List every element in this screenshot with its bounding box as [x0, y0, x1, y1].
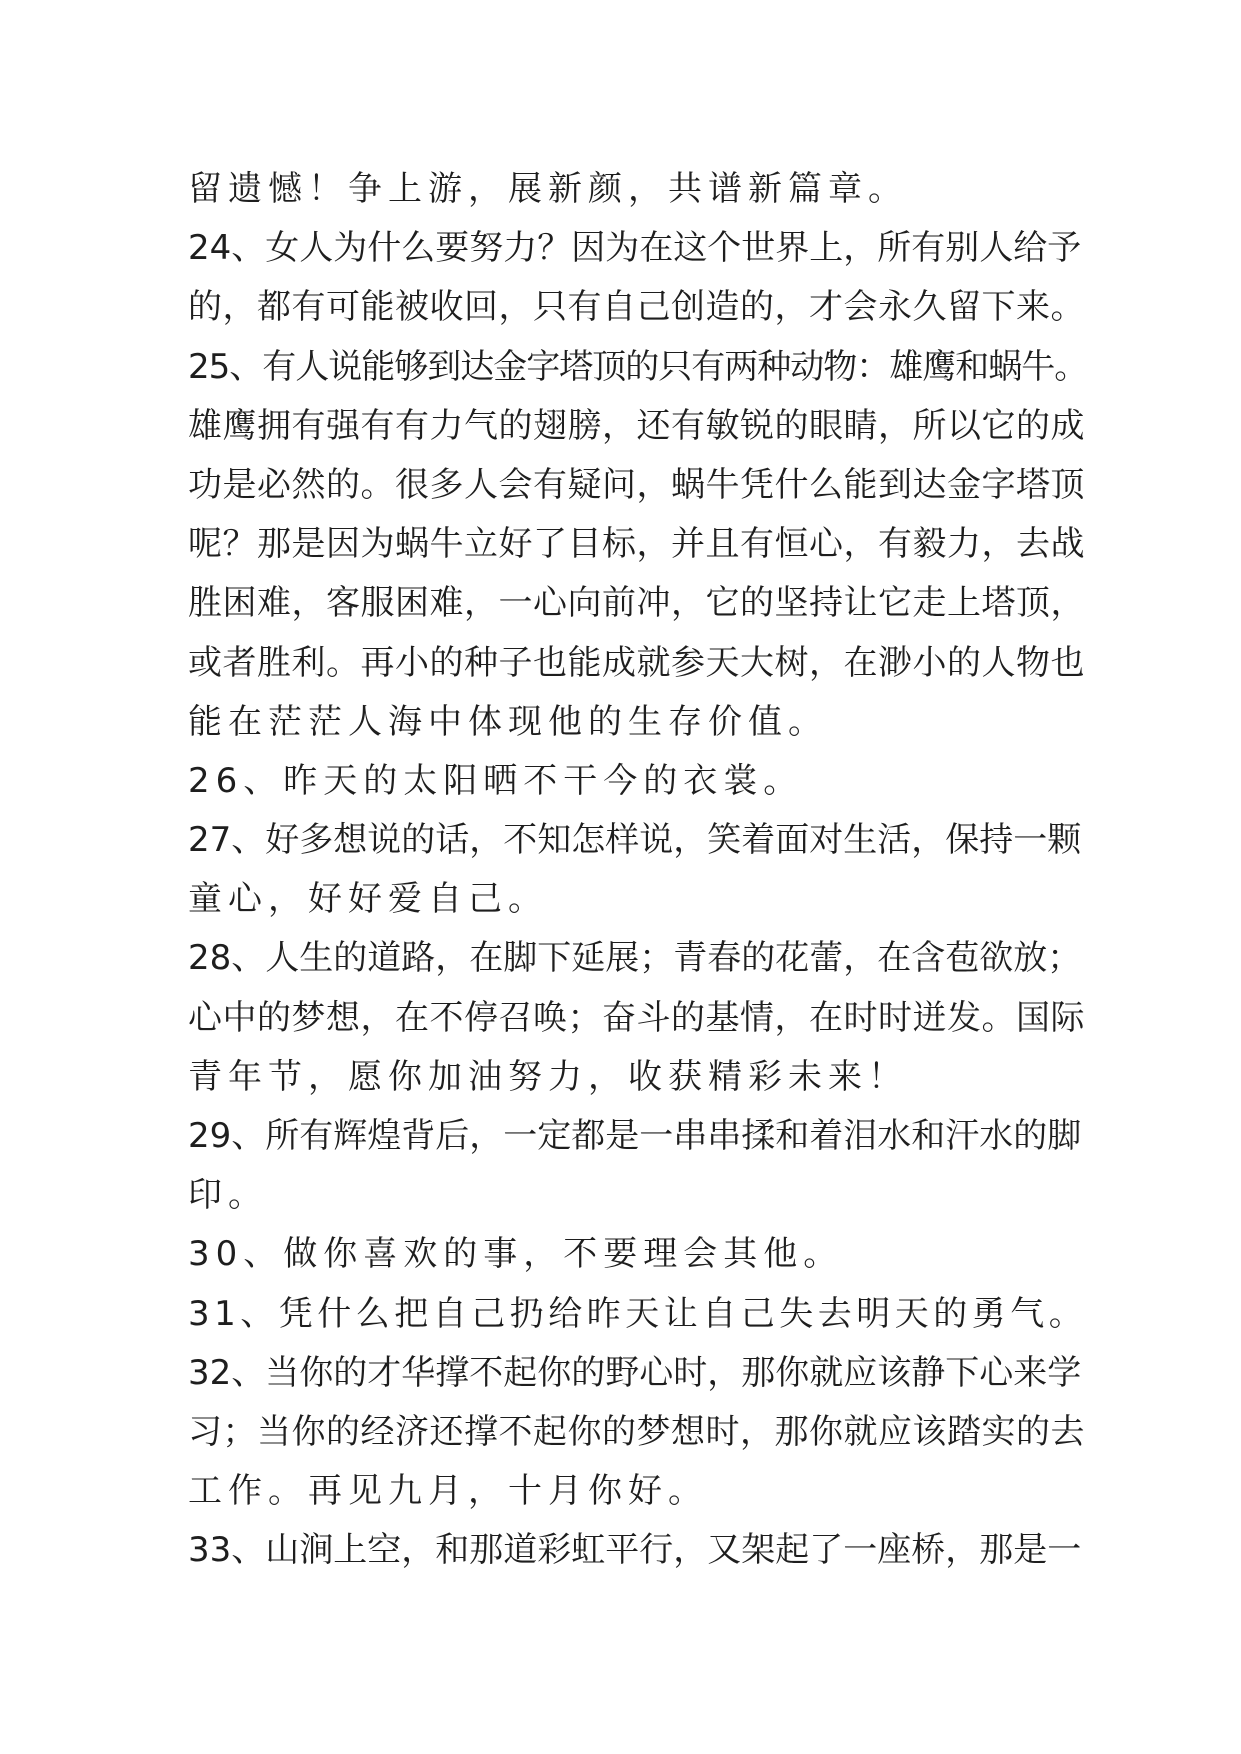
text-line: 工作。再见九月，十月你好。 — [188, 1471, 708, 1512]
text-line: 24、女人为什么要努力？因为在这个世界上，所有别人给予 — [188, 228, 1082, 269]
text-line: 28、人生的道路，在脚下延展；青春的花蕾，在含苞欲放； — [188, 938, 1082, 979]
text-line: 的，都有可能被收回，只有自己创造的，才会永久留下来。 — [188, 287, 1085, 328]
text-line: 印。 — [188, 1175, 268, 1216]
document-body — [188, 160, 1088, 1581]
text-line: 青年节，愿你加油努力，收获精彩未来！ — [188, 1056, 908, 1097]
text-line: 童心，好好爱自己。 — [188, 879, 548, 920]
text-line: 留遗憾！争上游，展新颜，共谱新篇章。 — [188, 169, 908, 209]
text-line: 26、昨天的太阳晒不干今的衣裳。 — [188, 760, 804, 801]
text-line: 29、所有辉煌背后，一定都是一串串揉和着泪水和汗水的脚 — [188, 1116, 1082, 1156]
text-line: 25、有人说能够到达金字塔顶的只有两种动物：雄鹰和蜗牛。 — [188, 346, 1088, 387]
text-line: 32、当你的才华撑不起你的野心时，那你就应该静下心来学 — [188, 1352, 1082, 1393]
text-line: 习；当你的经济还撑不起你的梦想时，那你就应该踏实的去 — [188, 1411, 1085, 1452]
text-line: 呢？那是因为蜗牛立好了目标，并且有恒心，有毅力，去战 — [188, 524, 1085, 565]
text-line: 或者胜利。再小的种子也能成就参天大树，在渺小的人物也 — [188, 642, 1085, 683]
text-line: 心中的梦想，在不停召唤；奋斗的基情，在时时迸发。国际 — [188, 997, 1085, 1038]
text-line: 雄鹰拥有强有有力气的翅膀，还有敏锐的眼睛，所以它的成 — [188, 405, 1085, 446]
text-line: 能在茫茫人海中体现他的生存价值。 — [188, 701, 828, 742]
text-line: 31、凭什么把自己扔给昨天让自己失去明天的勇气。 — [188, 1293, 1088, 1334]
text-line: 30、做你喜欢的事，不要理会其他。 — [188, 1234, 844, 1275]
text-line: 27、好多想说的话，不知怎样说，笑着面对生活，保持一颗 — [188, 820, 1082, 861]
text-line: 功是必然的。很多人会有疑问，蜗牛凭什么能到达金字塔顶 — [188, 464, 1085, 505]
text-line: 33、山涧上空，和那道彩虹平行，又架起了一座桥，那是一 — [188, 1530, 1082, 1571]
text-line: 胜困难，客服困难，一心向前冲，它的坚持让它走上塔顶， — [188, 583, 1085, 624]
